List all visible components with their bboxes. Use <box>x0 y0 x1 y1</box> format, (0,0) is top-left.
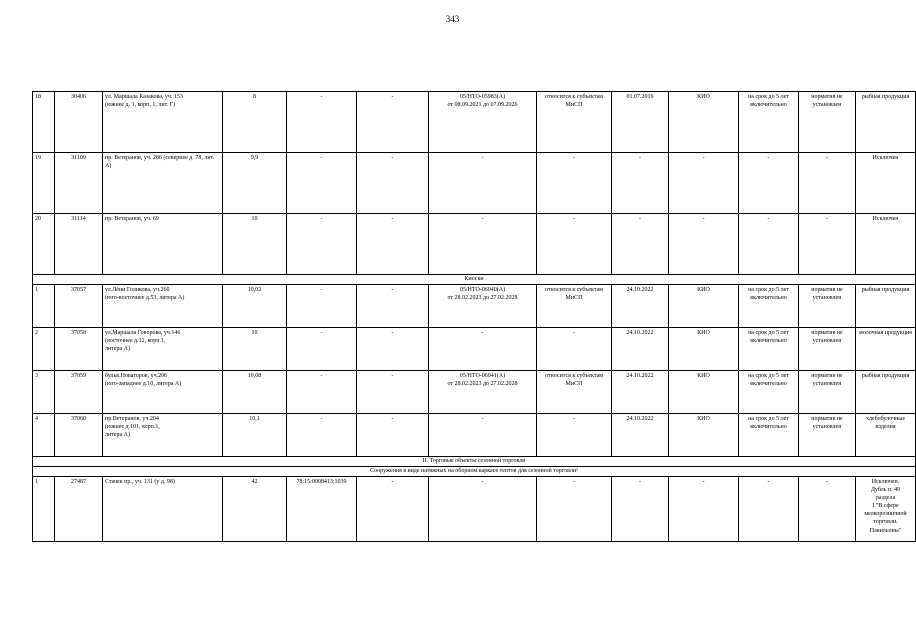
cell-permit: 05/НТО-06040(А) от 28.02.2023 до 27.02.2028 <box>429 285 537 328</box>
cell-authority: КИО <box>669 92 739 153</box>
cell-subject: - <box>537 153 612 214</box>
cell-date: 24.10.2022 <box>612 328 669 371</box>
cell-number: 1 <box>33 477 55 542</box>
cell-subject: относится к субъектам МиСП <box>537 92 612 153</box>
table-row <box>33 92 916 153</box>
cell-cadastral: - <box>287 328 357 371</box>
cell-id: 37060 <box>55 414 103 457</box>
cell-cadastral: - <box>287 285 357 328</box>
cell-subject: - <box>537 414 612 457</box>
table-row <box>33 153 916 214</box>
cell-id: 37059 <box>55 371 103 414</box>
section-heading-kiosks-row <box>33 275 916 285</box>
cell-id: 31114 <box>55 214 103 275</box>
cell-number: 20 <box>33 214 55 275</box>
cell-authority: - <box>669 153 739 214</box>
cell-area: 10 <box>223 328 287 371</box>
cell-date: 01.07.2016 <box>612 92 669 153</box>
cell-permit: - <box>429 153 537 214</box>
cell-specialization: рыбная продукция <box>856 285 916 328</box>
cell-id: 27487 <box>55 477 103 542</box>
cell-date: 24.10.2022 <box>612 371 669 414</box>
cell-number: 18 <box>33 92 55 153</box>
subsection-heading-seasonal: Сооружения в виде натяжных на оборном каркасе тентов для сезонной торговли³ <box>33 467 916 477</box>
cell-extra: - <box>357 153 429 214</box>
cell-address: ул. Маршала Казакова, уч. 153 (южнее д. 1, корп. 1, лит. Г) <box>103 92 223 153</box>
cell-term: - <box>739 153 799 214</box>
cell-date: 24.10.2022 <box>612 285 669 328</box>
section-heading-seasonal: II. Торговые объекты сезонной торговли <box>33 457 916 467</box>
cell-area: 42 <box>223 477 287 542</box>
cell-area: 10 <box>223 214 287 275</box>
cell-term: на срок до 5 лет включительно <box>739 371 799 414</box>
section-heading-kiosks: Киоски <box>33 275 916 285</box>
cell-norm: норматив не установлен <box>799 414 856 457</box>
table-row <box>33 371 916 414</box>
cell-number: 3 <box>33 371 55 414</box>
cell-specialization: хлебобулочные изделия <box>856 414 916 457</box>
cell-id: 31109 <box>55 153 103 214</box>
cell-permit: 05/НТО-06041(А) от 28.02.2023 до 27.02.2028 <box>429 371 537 414</box>
table-row <box>33 477 916 542</box>
cell-specialization: Исключен <box>856 153 916 214</box>
cell-subject: - <box>537 477 612 542</box>
cell-subject: относится к субъектам МиСП <box>537 371 612 414</box>
cell-permit: - <box>429 477 537 542</box>
page-number: 343 <box>445 14 460 24</box>
cell-permit: - <box>429 328 537 371</box>
cell-term: на срок до 5 лет включительно <box>739 414 799 457</box>
cell-permit: - <box>429 414 537 457</box>
cell-authority: КИО <box>669 414 739 457</box>
cell-cadastral: 78:15:0008413:1039 <box>287 477 357 542</box>
cell-permit: 05/НТО-05983(А) от 08.09.2021 до 07.09.2026 <box>429 92 537 153</box>
cell-id: 30406 <box>55 92 103 153</box>
cell-extra: - <box>357 285 429 328</box>
cell-extra: - <box>357 214 429 275</box>
section-heading-seasonal-row <box>33 457 916 467</box>
cell-area: 10,08 <box>223 371 287 414</box>
cell-address: пр. Ветеранов, уч. 69 <box>103 214 223 275</box>
cell-area: 10,02 <box>223 285 287 328</box>
cell-address: пр. Ветеранов, уч. 286 (севернее д. 78, лит. А) <box>103 153 223 214</box>
cell-address: ул.Маршала Говорова, уч.146 (восточнее д.12, корп.1, литера А) <box>103 328 223 371</box>
cell-norm: - <box>799 153 856 214</box>
cell-specialization: рыбная продукция <box>856 92 916 153</box>
cell-authority: КИО <box>669 371 739 414</box>
cell-address: пр.Ветеранов, уч.204 (южнее д.101, корп.1, литера А) <box>103 414 223 457</box>
cell-number: 1 <box>33 285 55 328</box>
cell-authority: - <box>669 477 739 542</box>
cell-cadastral: - <box>287 92 357 153</box>
cell-norm: - <box>799 214 856 275</box>
subsection-heading-seasonal-row <box>33 467 916 477</box>
table-row <box>33 214 916 275</box>
cell-subject: - <box>537 214 612 275</box>
cell-norm: норматив не установлен <box>799 285 856 328</box>
cell-permit: - <box>429 214 537 275</box>
table-row <box>33 414 916 457</box>
cell-term: - <box>739 477 799 542</box>
cell-address: Стачек пр., уч. 131 (у д. 98) <box>103 477 223 542</box>
table-row <box>33 328 916 371</box>
cell-date: - <box>612 214 669 275</box>
cell-extra: - <box>357 92 429 153</box>
cell-subject: относится к субъектам МиСП <box>537 285 612 328</box>
cell-cadastral: - <box>287 153 357 214</box>
cell-extra: - <box>357 371 429 414</box>
cell-extra: - <box>357 477 429 542</box>
cell-subject: - <box>537 328 612 371</box>
cell-cadastral: - <box>287 414 357 457</box>
cell-norm: норматив не установлен <box>799 371 856 414</box>
cell-authority: - <box>669 214 739 275</box>
cell-id: 37057 <box>55 285 103 328</box>
cell-area: 9,9 <box>223 153 287 214</box>
cell-id: 37058 <box>55 328 103 371</box>
cell-area: 8 <box>223 92 287 153</box>
cell-number: 4 <box>33 414 55 457</box>
cell-address: ул.Лёни Голикова, уч.260 (юго-восточнее д.53, литера А) <box>103 285 223 328</box>
cell-specialization: рыбная продукция <box>856 371 916 414</box>
cell-number: 2 <box>33 328 55 371</box>
cell-area: 10,1 <box>223 414 287 457</box>
cell-date: 24.10.2022 <box>612 414 669 457</box>
cell-specialization: Исключен. Дубль п. 49 раздела I "В сфере мелкорозничной торговли. Павильоны" <box>856 477 916 542</box>
cell-term: на срок до 5 лет включительно <box>739 285 799 328</box>
cell-norm: норматив не установлен <box>799 328 856 371</box>
cell-address: бульв.Новаторов, уч.206 (юго-западнее д.10, литера А) <box>103 371 223 414</box>
cell-cadastral: - <box>287 214 357 275</box>
registry-table <box>32 91 916 542</box>
cell-authority: КИО <box>669 328 739 371</box>
table-row <box>33 285 916 328</box>
cell-date: - <box>612 477 669 542</box>
cell-term: на срок до 5 лет включительно <box>739 92 799 153</box>
cell-term: - <box>739 214 799 275</box>
cell-specialization: молочная продукция <box>856 328 916 371</box>
cell-cadastral: - <box>287 371 357 414</box>
cell-norm: норматив не установлен <box>799 92 856 153</box>
cell-authority: КИО <box>669 285 739 328</box>
cell-norm: - <box>799 477 856 542</box>
cell-extra: - <box>357 414 429 457</box>
cell-extra: - <box>357 328 429 371</box>
cell-term: на срок до 5 лет включительно <box>739 328 799 371</box>
cell-specialization: Исключен <box>856 214 916 275</box>
cell-number: 19 <box>33 153 55 214</box>
cell-date: - <box>612 153 669 214</box>
